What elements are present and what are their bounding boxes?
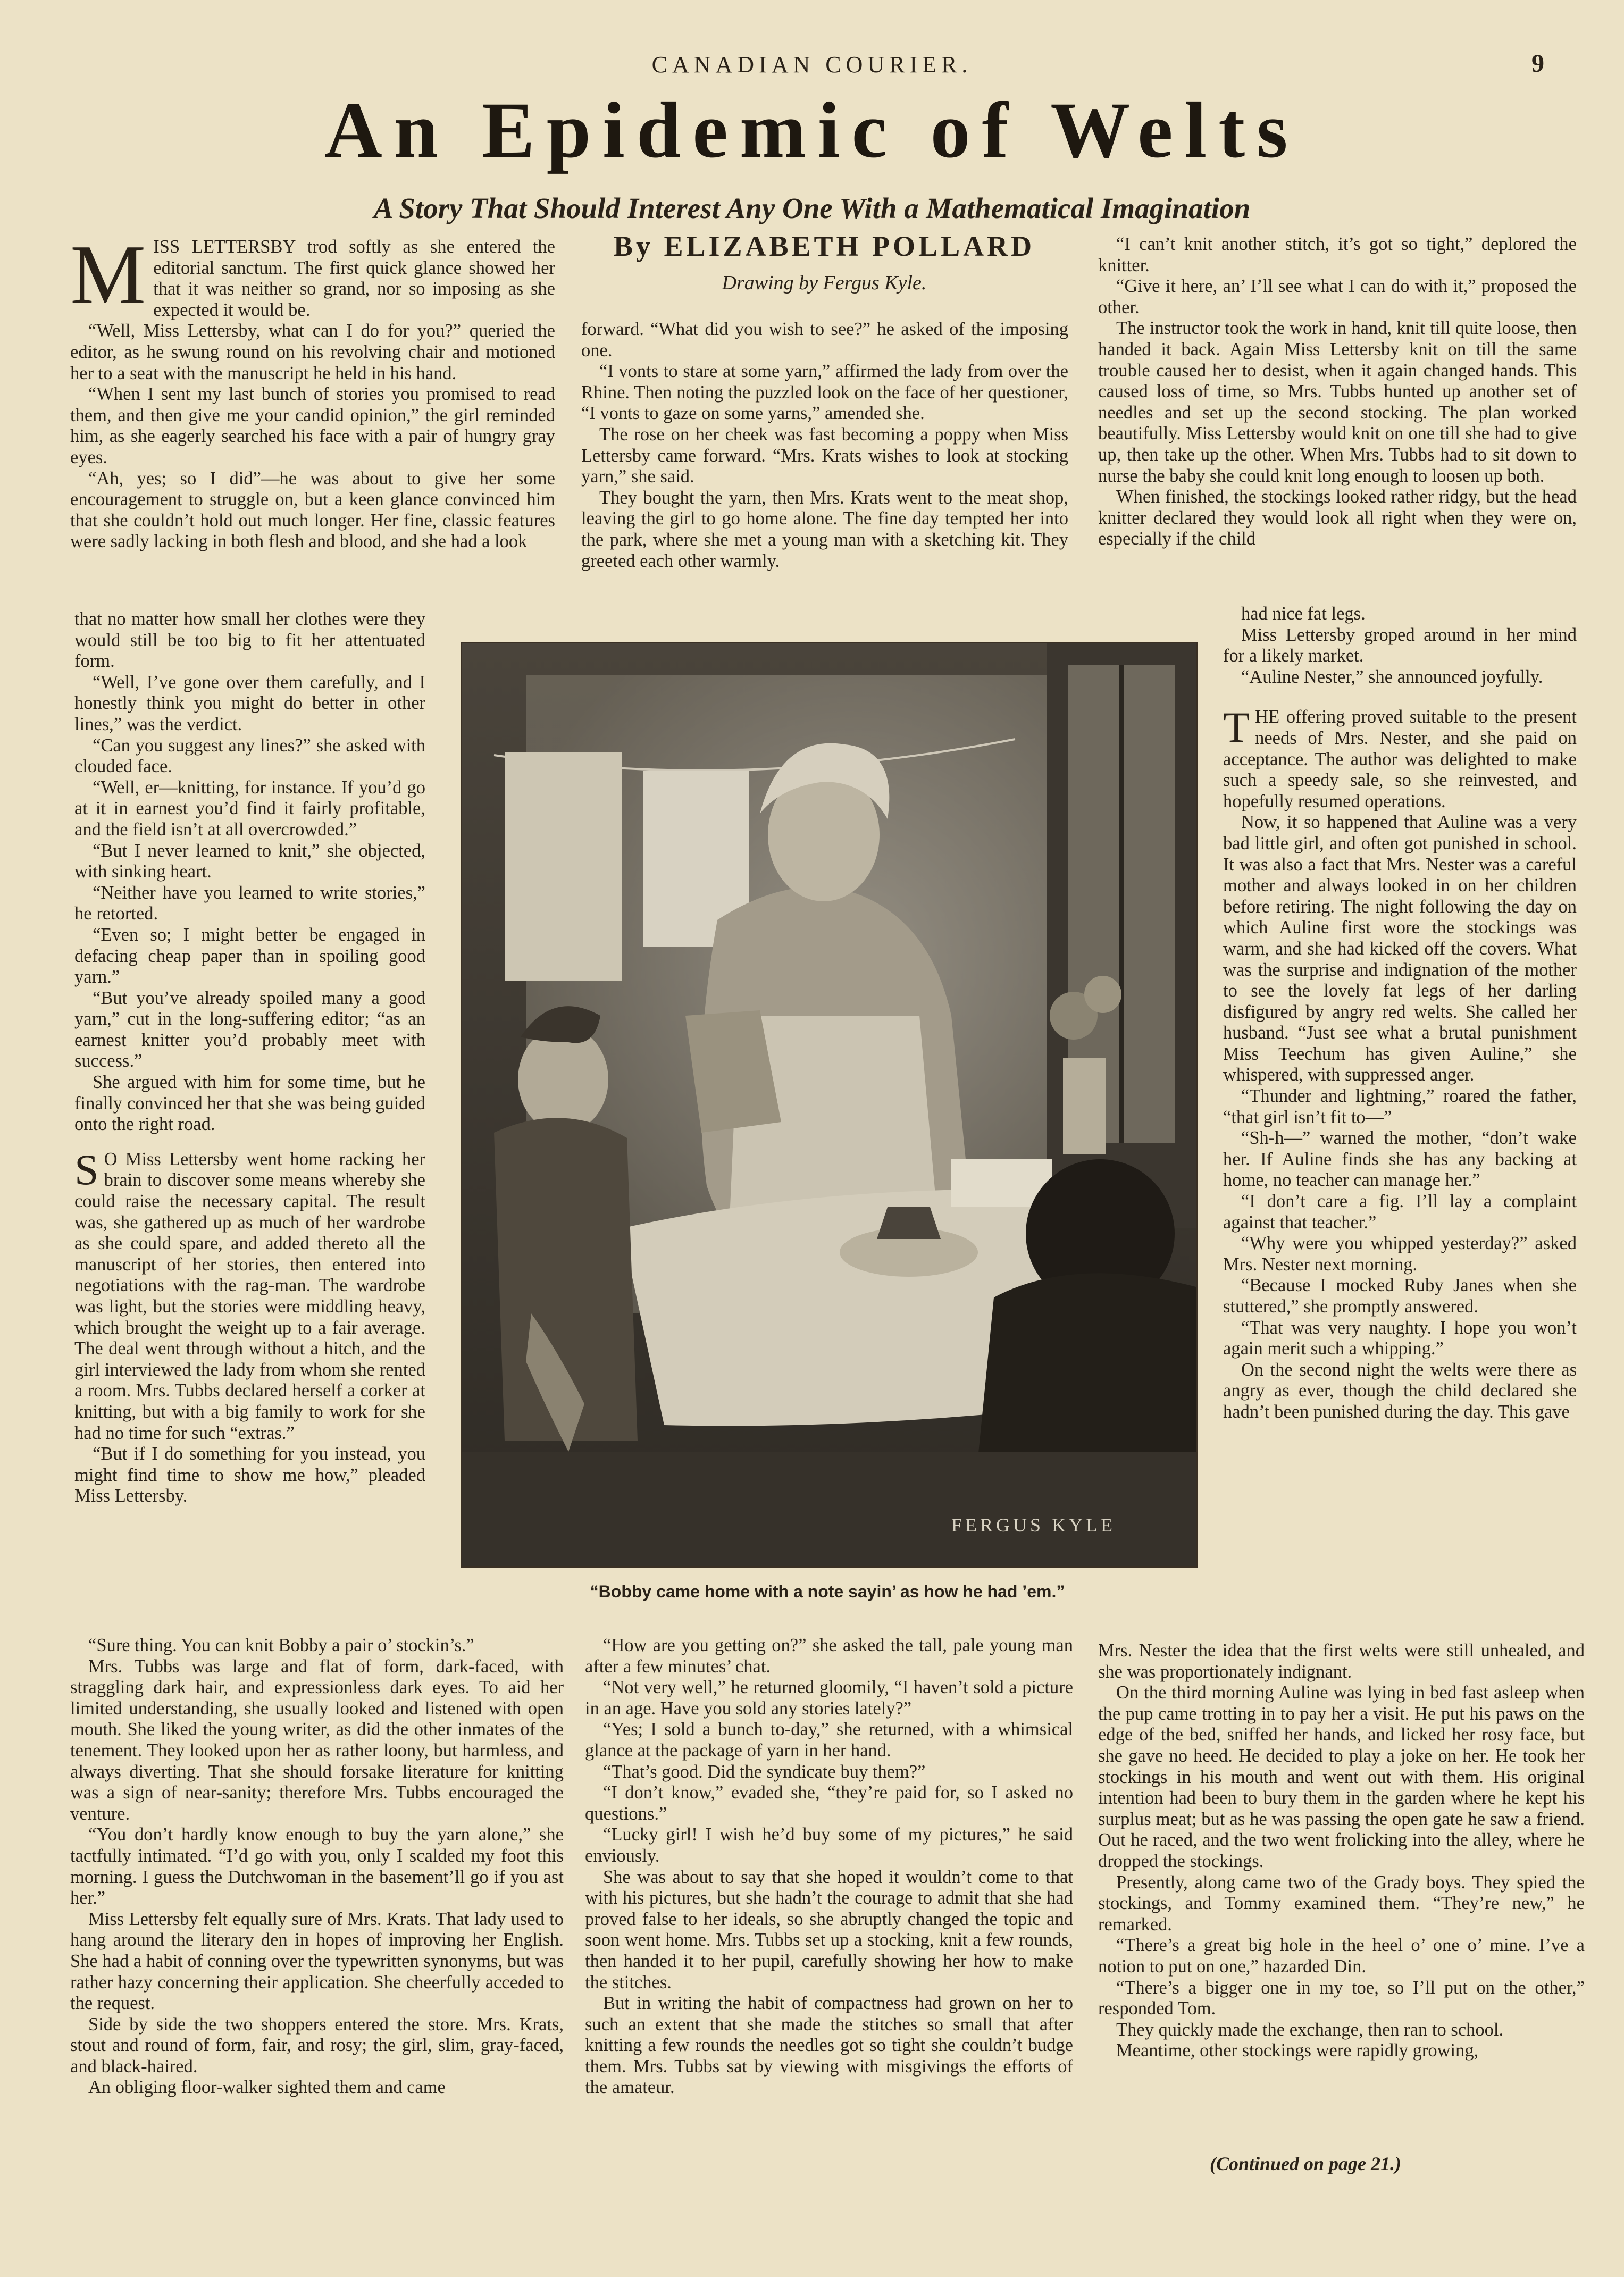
drop-cap: M [70,227,146,322]
paragraph: “Well, I’ve gone over them carefully, and I honestly think you might do better in other lines,” was the verdict. [74,672,425,734]
drawing-credit: Drawing by Fergus Kyle. [722,272,927,294]
running-head: CANADIAN COURIER. [651,52,973,78]
paragraph: ISS LETTERSBY trod softly as she entered the editorial sanctum. The first quick glance showed her that it was neither so grand, nor so imposing as she expected it would be. [153,237,555,320]
paragraph: She argued with him for some time, but he finally convinced her that she was being guided onto the right road. [74,1072,425,1135]
paragraph: “But I never learned to knit,” she objected, with sinking heart. [74,840,425,882]
article-title: An Epidemic of Welts [324,86,1300,174]
paragraph: “Well, er—knitting, for instance. If you’d go at it in earnest you’d find it fairly profitable, and the field isn’t at all overcrowded.” [74,777,425,840]
column-2-bottom [585,1635,1073,2098]
paragraph: “But if I do something for you instead, you might find time to show me how,” pleaded Miss Lettersby. [74,1444,425,1506]
paragraph: She was about to say that she hoped it wouldn’t come to that with his pictures, but she hadn’t the courage to admit that she had proved false to her ideals, so she abruptly changed the topic and soon went home. Mrs. Tubbs set up a stocking, knit a few rounds, then handed it to her pupil, carefully showing her how to make the stitches. [585,1866,1073,1993]
column-3-narrow [1223,604,1577,1423]
paragraph: The instructor took the work in hand, knit till quite loose, then handed it back. Again Miss Lettersby knit on till the same trouble caused her to desist, when it again changed hands. This caused loss of time, so Mrs. Tubbs hunted up another set of needles and set up the second stocking. The plan worked beautifully. Miss Lettersby would knit on one till she had to give up, then take up the other. When Mrs. Tubbs had to sit down to nurse the baby she could knit long enough to loosen up both. [1098,318,1577,486]
paragraph: “Yes; I sold a bunch to-day,” she returned, with a whimsical glance at the package of yarn in her hand. [585,1719,1073,1761]
paragraph: On the second night the welts were there as angry as ever, though the child declared she hadn’t been punished during the day. This gave [1223,1359,1577,1422]
paragraph: “I vonts to stare at some yarn,” affirmed the lady from over the Rhine. Then noting the puzzled look on the face of her questioner, “I vonts to gaze on some yarns,” amended she. [581,361,1068,424]
paragraph: “Neither have you learned to write stories,” he retorted. [74,882,425,924]
paragraph: “Well, Miss Lettersby, what can I do for you?” queried the editor, as he swung round on his revolving chair and motioned her to a seat with the manuscript he held in his hand. [70,321,555,383]
paragraph: “I don’t know,” evaded she, “they’re paid for, so I asked no questions.” [585,1782,1073,1824]
column-2-top [581,319,1068,572]
page-number: 9 [1531,49,1544,78]
artist-signature: FERGUS KYLE [951,1514,1116,1536]
paragraph: They quickly made the exchange, then ran to school. [1116,2019,1504,2040]
paragraph: On the third morning Auline was lying in bed fast asleep when the pup came trotting in to pay her a visit. He put his paws on the edge of the bed, sniffed her hands, and licked her rosy face, but she gave no heed. He decided to play a joke on her. He took her stockings in his mouth and went out with them. His original intention had been to bury them in the garden where he kept his surplus meat; but as he was passing the open gate he saw a friend. Out he raced, and the two went frolicking into the alley, where he dropped the stockings. [1098,1682,1585,1871]
paragraph: “I don’t care a fig. I’ll lay a complaint against that teacher.” [1223,1191,1577,1233]
paragraph: Mrs. Nester the idea that the first welts were still unhealed, and she was proportionately indignant. [1098,1640,1585,1682]
illustration-drawing [462,643,1196,1566]
paragraph: Miss Lettersby groped around in her mind for a likely market. [1223,624,1577,666]
paragraph: “I can’t knit another stitch, it’s got so tight,” deplored the knitter. [1098,234,1577,275]
column-1-narrow [74,609,425,1507]
paragraph: “Ah, yes; so I did”—he was about to give her some encouragement to struggle on, but a keen glance convinced him that she couldn’t hold out much longer. Her fine, classic features were sadly lacking in both flesh and blood, and she had a look [70,468,555,552]
paragraph: “How are you getting on?” she asked the tall, pale young man after a few minutes’ chat. [585,1635,1073,1677]
column-1-bottom [70,1635,564,2098]
paragraph: O Miss Lettersby went home racking her brain to discover some means whereby she could raise the necessary capital. The result was, she gathered up as much of her wardrobe as she could spare, and added thereto all the manuscript of her stories, then entered into negotiations with the rag-man. The wardrobe was light, but the stories were middling heavy, which brought the weight up to a fair average. The deal went through without a hitch, and the girl interviewed the lady from whom she rented a room. Mrs. Tubbs declared herself a corker at knitting, but with a big family to work for she had no time for such “extras.” [74,1149,425,1443]
paragraph: Mrs. Tubbs was large and flat of form, dark-faced, with straggling dark hair, and expressionless dark eyes. To aid her limited understanding, she usually looked and listened with open mouth. She liked the young writer, as did the other inmates of the tenement. They looked upon her as rather loony, but harmless, and always diverting. That she should forsake literature for knitting was a sign of near-sanity; therefore Mrs. Tubbs encouraged the venture. [70,1656,564,1824]
paragraph: “That’s good. Did the syndicate buy them?” [603,1761,926,1782]
byline: By ELIZABETH POLLARD [613,230,1035,262]
paragraph: “There’s a bigger one in my toe, so I’ll put on the other,” responded Tom. [1098,1977,1585,2019]
continued-note: (Continued on page 21.) [1209,2153,1402,2174]
paragraph: “Because I mocked Ruby Janes when she stuttered,” she promptly answered. [1223,1275,1577,1317]
drop-cap: T [1223,703,1250,752]
paragraph: Now, it so happened that Auline was a very bad little girl, and often got punished in school. It was also a fact that Mrs. Nester was a careful mother and always looked in on her children before retiring. The night following the day on which Auline first wore the stockings was warm, and she had kicked off the covers. What was the surprise and indignation of the mother to see the lovely fat legs of her darling disfigured by angry red welts. She called her husband. “Just see what a brutal punishment Miss Teechum has given Auline,” she whispered, with suppressed anger. [1223,812,1577,1085]
paragraph: Meantime, other stockings were rapidly growing, [1116,2040,1479,2061]
paragraph: “Give it here, an’ I’ll see what I can do with it,” proposed the other. [1098,276,1577,317]
paragraph: Presently, along came two of the Grady boys. They spied the stockings, and Tommy examined them. “They’re new,” he remarked. [1098,1872,1585,1935]
paragraph: “That was very naughty. I hope you won’t again merit such a whipping.” [1223,1317,1577,1359]
story-illustration [461,642,1198,1568]
paragraph: But in writing the habit of compactness had grown on her to such an extent that she made the stitches so small that after knitting a few rounds the needles got so tight she couldn’t budge them. Mrs. Tubbs sat by viewing with misgivings the efforts of the amateur. [585,1993,1073,2098]
paragraph: An obliging floor-walker sighted them and came [88,2077,446,2098]
drop-cap: S [74,1145,99,1194]
paragraph: “Sure thing. You can knit Bobby a pair o’ stockin’s.” [88,1635,474,1655]
article-subtitle: A Story That Should Interest Any One With a Mathematical Imagination [373,192,1251,224]
paragraph: HE offering proved suitable to the present needs of Mrs. Nester, and she paid on acceptance. The author was delighted to make such a speedy sale, so she reinvested, and hopefully resumed operations. [1223,707,1577,811]
paragraph: “There’s a great big hole in the heel o’ one o’ mine. I’ve a notion to put on one,” hazarded Din. [1098,1935,1585,1977]
paragraph: “Why were you whipped yesterday?” asked Mrs. Nester next morning. [1223,1233,1577,1275]
column-1-top [70,227,555,552]
paragraph: “You don’t hardly know enough to buy the yarn alone,” she tactfully intimated. “I’d go with you, only I scalded my foot this morning. I guess the Dutchwoman in the basement’ll go if you ast her.” [70,1824,564,1908]
paragraph: forward. “What did you wish to see?” he asked of the imposing one. [581,319,1068,361]
column-3-top [1098,234,1577,550]
paragraph: They bought the yarn, then Mrs. Krats went to the meat shop, leaving the girl to go home alone. The fine day tempted her into the park, where she met a young man with a sketching kit. They greeted each other warmly. [581,487,1068,571]
paragraph: Miss Lettersby felt equally sure of Mrs. Krats. That lady used to hang around the literary den in hopes of improving her English. She had a habit of conning over the typewritten synonyms, but was rather hazy concerning their application. She cheerfully acceded to the request. [70,1908,564,2014]
paragraph: “Not very well,” he returned gloomily, “I haven’t sold a picture in an age. Have you sold any stories lately?” [585,1677,1073,1719]
paragraph: Side by side the two shoppers entered the store. Mrs. Krats, stout and round of form, fair, and rosy; the girl, slim, gray-faced, and black-haired. [70,2014,564,2077]
paragraph: The rose on her cheek was fast becoming a poppy when Miss Lettersby came forward. “Mrs. Krats wishes to look at stocking yarn,” she said. [581,424,1068,487]
paragraph: When finished, the stockings looked rather ridgy, but the head knitter declared they would look all right when they were on, especially if the child [1098,487,1577,549]
paragraph: “Auline Nester,” she announced joyfully. [1241,666,1543,687]
paragraph: “Can you suggest any lines?” she asked with clouded face. [74,735,425,777]
paragraph: “Lucky girl! I wish he’d buy some of my pictures,” he said enviously. [585,1824,1073,1866]
paragraph: “Even so; I might better be engaged in defacing cheap paper than in spoiling good yarn.” [74,924,425,987]
column-3-bottom [1098,1640,1585,2062]
paragraph: “Thunder and lightning,” roared the father, “that girl isn’t fit to—” [1223,1086,1577,1127]
paragraph: “Sh-h—” warned the mother, “don’t wake her. If Auline finds she has any backing at home, no teacher can manage her.” [1223,1128,1577,1191]
paragraph: had nice fat legs. [1241,604,1366,624]
illustration-caption: “Bobby came home with a note sayin’ as how he had ’em.” [590,1582,1065,1601]
paragraph: “But you’ve already spoiled many a good yarn,” cut in the long-suffering editor; “as an earnest knitter you’d probably meet with success.” [74,987,425,1071]
paragraph: that no matter how small her clothes were they would still be too big to fit her attentuated form. [74,609,425,672]
paragraph: “When I sent my last bunch of stories you promised to read them, and then give me your candid opinion,” the girl reminded him, as she eagerly searched his face with a pair of hungry gray eyes. [70,384,555,467]
